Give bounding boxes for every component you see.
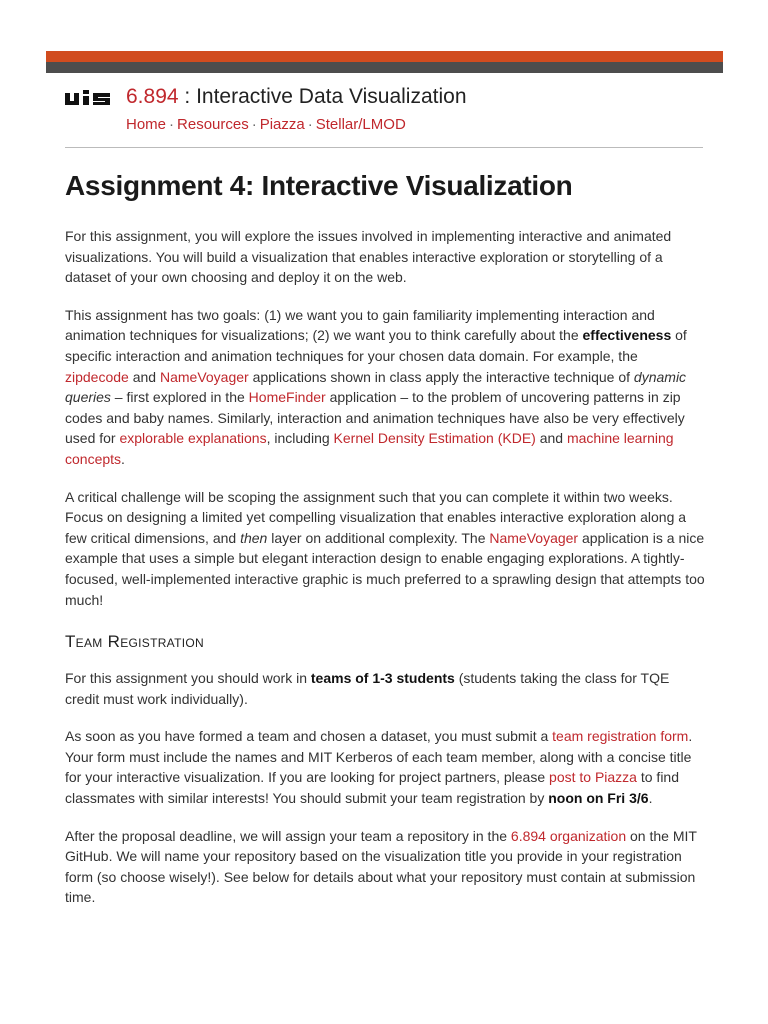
bold-text: noon on Fri 3/6 (548, 790, 649, 807)
nav-separator: · (251, 116, 257, 133)
homefinder-link[interactable]: HomeFinder (248, 389, 326, 406)
header-divider (65, 147, 703, 148)
registration-paragraph (65, 726, 705, 808)
nav-piazza-link[interactable]: Piazza (259, 116, 305, 133)
namevoyager-link[interactable]: NameVoyager (159, 368, 249, 385)
explorable-explanations-link[interactable]: explorable explanations (119, 430, 267, 447)
text: application – to the problem of uncovering patterns in zip codes and baby names. Similarly, interaction and animation techniques have also be very effectively used for (65, 389, 685, 447)
nav-separator: · (169, 116, 175, 133)
italic-text: then (240, 529, 268, 546)
bold-text: effectiveness (582, 327, 672, 344)
namevoyager-link[interactable]: NameVoyager (489, 529, 579, 546)
text: on the MIT GitHub. We will name your repository based on the visualization title you provide in your registration form (so choose wisely!). See below for details about what your repository must contain at submission time. (65, 827, 697, 906)
intro-paragraph: For this assignment, you will explore the issues involved in implementing interactive and animated visualizations. You will build a visualization that enables interactive exploration or storytelling of a dataset of your own choosing and deploy it on the web. (65, 228, 672, 286)
text: A critical challenge will be scoping the assignment such that you can complete it within two weeks. Focus on designing a limited yet compelling visualization that enables interactive exploration along a few critical dimensions, and (65, 488, 687, 546)
text: This assignment has two goals: (1) we want you to gain familiarity implementing interaction and animation techniques for visualizations; (2) we want you to think carefully about the (65, 306, 655, 344)
text: – first explored in the (110, 389, 249, 406)
page-title: Assignment 4: Interactive Visualization (65, 170, 573, 201)
text: . Your form must include the names and MIT Kerberos of each team member, along with a concise title for your interactive visualization. If you are looking for project partners, please (65, 728, 693, 786)
text: For this assignment you should work in (65, 670, 311, 687)
kde-link[interactable]: Kernel Density Estimation (KDE) (333, 430, 536, 447)
italic-text: dynamic queries (65, 368, 687, 406)
text: and (535, 430, 567, 447)
text: and (128, 368, 160, 385)
text: . (648, 790, 653, 807)
text: application is a nice example that uses a simple but elegant interaction design to enable engaging explorations. A tightly-focused, well-implemented interactive graphic is much preferred to a sprawling design that attempts too much! (65, 529, 705, 608)
text: As soon as you have formed a team and chosen a dataset, you must submit a (65, 728, 553, 745)
main-content (65, 170, 705, 925)
scoping-paragraph (65, 487, 705, 611)
vis-logo-icon[interactable] (65, 90, 111, 108)
text: . (121, 450, 125, 467)
text: (students taking the class for TQE credit must work individually). (65, 670, 670, 707)
text: of specific interaction and animation techniques for your chosen data domain. For example, the (65, 327, 687, 364)
post-to-piazza-link[interactable]: post to Piazza (549, 769, 637, 786)
text: layer on additional complexity. The (267, 529, 490, 546)
bold-text: teams of 1-3 students (310, 670, 455, 687)
ml-concepts-link[interactable]: machine learning concepts (65, 430, 674, 467)
team-size-paragraph (65, 668, 705, 709)
nav-home-link[interactable]: Home (126, 116, 167, 133)
nav-stellar-link[interactable]: Stellar/LMOD (315, 116, 406, 133)
nav-separator: · (307, 116, 313, 133)
text: After the proposal deadline, we will assign your team a repository in the (65, 827, 511, 844)
course-name: : Interactive Data Visualization (178, 85, 467, 108)
organization-link[interactable]: 6.894 organization (510, 827, 627, 844)
course-title (126, 85, 467, 109)
text: applications shown in class apply the interactive technique of (248, 368, 634, 385)
top-dark-bar (46, 62, 723, 73)
section-title-team-registration: Team Registration (65, 632, 204, 652)
team-registration-form-link[interactable]: team registration form (552, 728, 689, 745)
nav-links (126, 116, 406, 133)
repository-paragraph (65, 826, 705, 908)
nav-resources-link[interactable]: Resources (177, 116, 249, 133)
text: , including (266, 430, 334, 447)
goals-paragraph (65, 305, 705, 470)
course-number-link[interactable]: 6.894 (126, 85, 179, 108)
text: to find classmates with similar interests! You should submit your team registration by (65, 769, 679, 807)
zipdecode-link[interactable]: zipdecode (65, 368, 129, 385)
top-accent-bar (46, 51, 723, 62)
